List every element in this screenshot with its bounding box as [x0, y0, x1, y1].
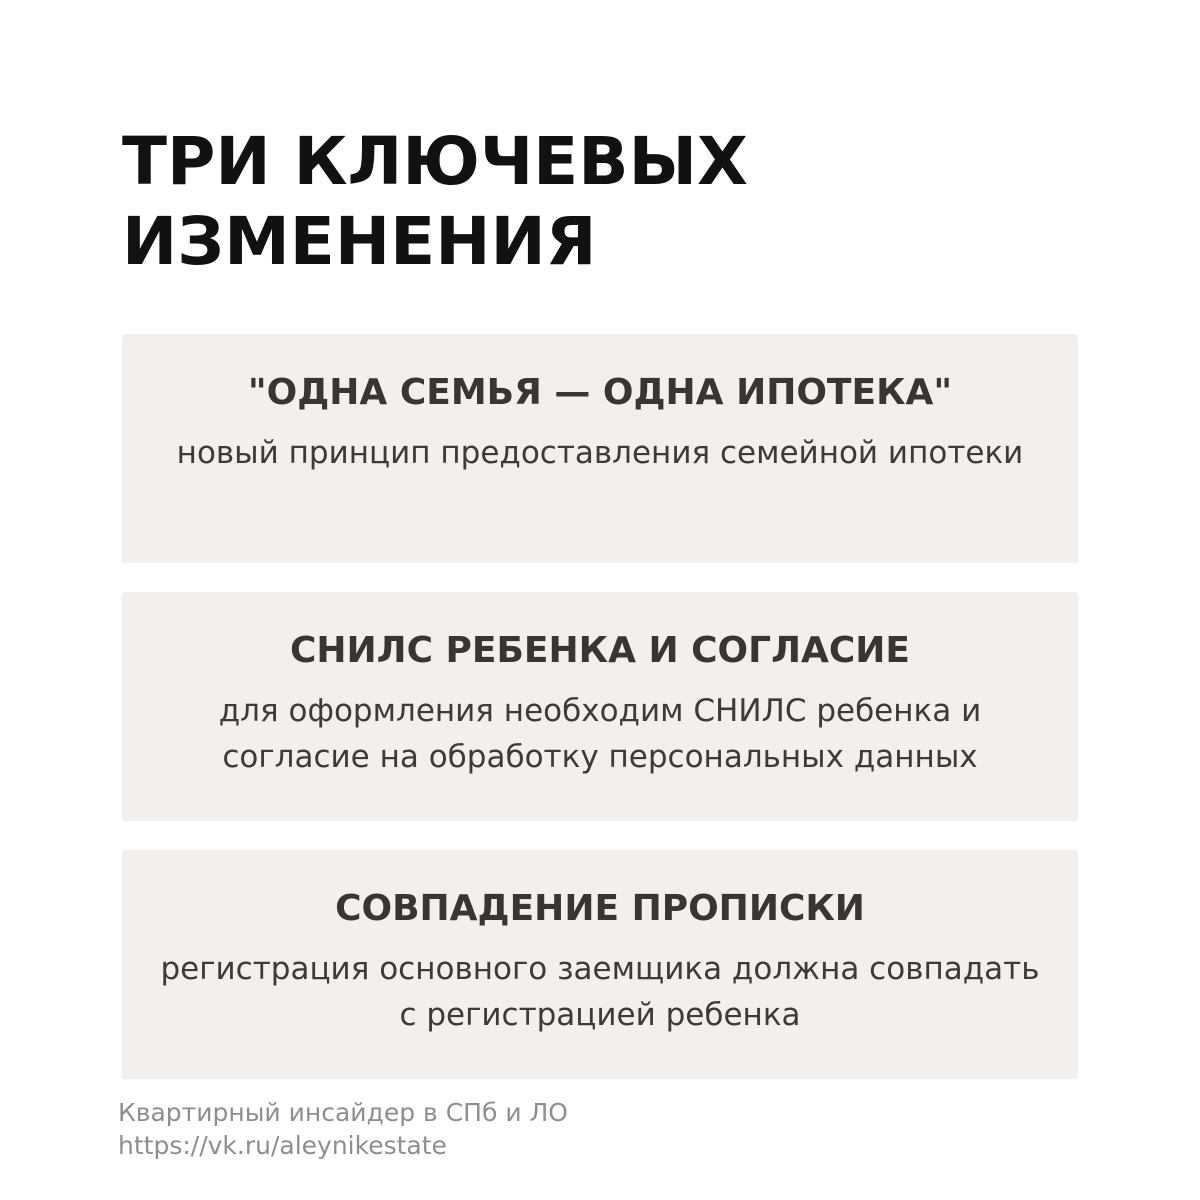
- card-heading: "ОДНА СЕМЬЯ — ОДНА ИПОТЕКА": [247, 372, 953, 413]
- page-title-line-2: ИЗМЕНЕНИЯ: [122, 203, 597, 280]
- footer-link[interactable]: https://vk.ru/aleynikestate: [118, 1131, 447, 1160]
- card-heading: СОВПАДЕНИЕ ПРОПИСКИ: [335, 888, 865, 929]
- footer-credit: [118, 1096, 818, 1162]
- change-card-snils: [122, 592, 1078, 821]
- page-title-line-1: ТРИ КЛЮЧЕВЫХ: [122, 123, 748, 200]
- card-description: для оформления необходим СНИЛС ребенка и согласие на обработку персональных данных: [218, 693, 982, 775]
- page-title: [122, 122, 1082, 282]
- card-description: регистрация основного заемщика должна совпадать с регистрацией ребенка: [160, 951, 1040, 1033]
- footer-channel-name: Квартирный инсайдер в СПб и ЛО: [118, 1098, 568, 1127]
- change-card-one-family: [122, 334, 1078, 563]
- card-heading: СНИЛС РЕБЕНКА И СОГЛАСИЕ: [289, 630, 910, 671]
- change-card-registration: [122, 850, 1078, 1079]
- card-description: новый принцип предоставления семейной ипотеки: [176, 435, 1024, 471]
